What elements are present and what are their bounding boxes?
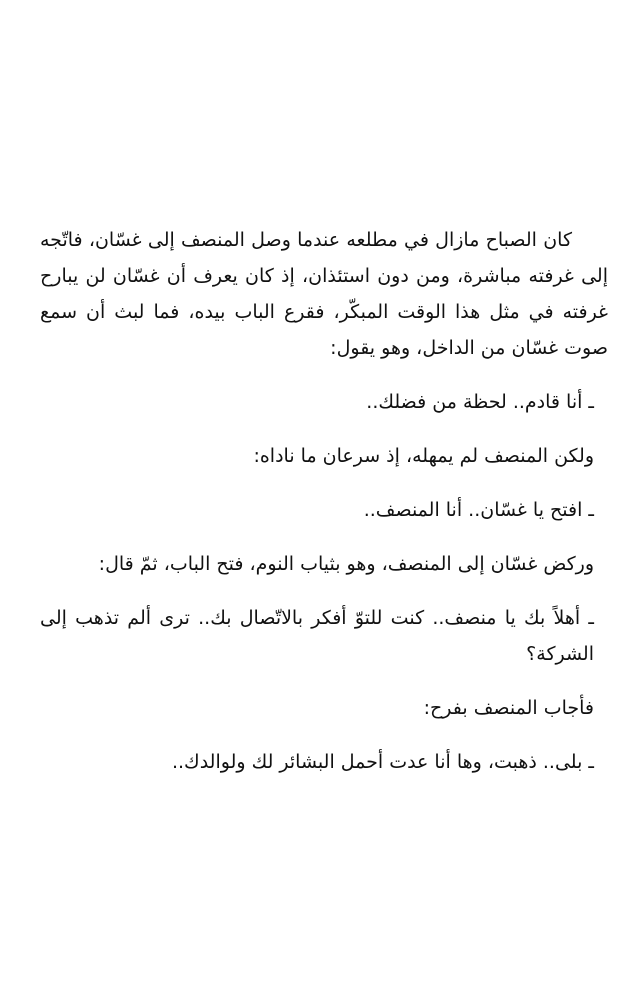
dialogue-line: ـ أنا قادم.. لحظة من فضلك.. bbox=[366, 391, 594, 413]
narrative-paragraph: كان الصباح مازال في مطلعه عندما وصل المنصف إلى غسّان، فاتّجه إلى غرفته مباشرة، ومن دون استئذان، إذ كان يعرف أن غسّان لن يبارح غرفته في مثل هذا الوقت المبكّر، فقرع الباب بيده، فما لبث أن سمع صوت غسّان من الداخل، وهو يقول: bbox=[40, 229, 608, 359]
narrative-paragraph: ولكن المنصف لم يمهله، إذ سرعان ما ناداه: bbox=[253, 445, 594, 467]
narrative-paragraph: فأجاب المنصف بفرح: bbox=[423, 697, 594, 719]
dialogue-line: ـ أهلاً بك يا منصف.. كنت للتوّ أفكر بالاتّصال بك.. ترى ألم تذهب إلى الشركة؟ bbox=[40, 607, 594, 665]
narrative-paragraph: وركض غسّان إلى المنصف، وهو بثياب النوم، فتح الباب، ثمّ قال: bbox=[98, 553, 594, 575]
dialogue-line: ـ بلى.. ذهبت، وها أنا عدت أحمل البشائر لك ولوالدك.. bbox=[171, 751, 594, 773]
dialogue-line: ـ افتح يا غسّان.. أنا المنصف.. bbox=[363, 499, 594, 521]
page-text-block bbox=[40, 222, 608, 780]
